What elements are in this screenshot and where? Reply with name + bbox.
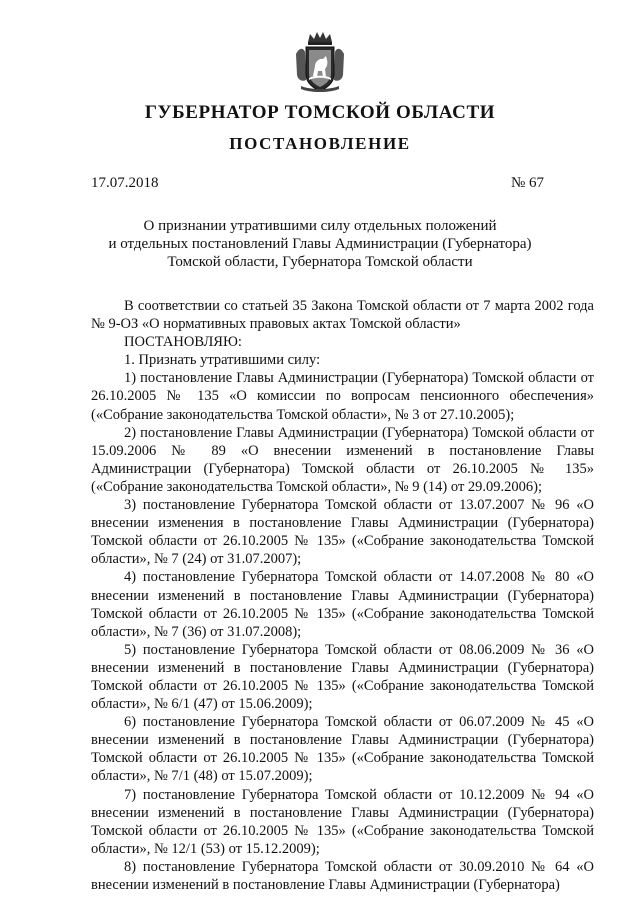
subject-line: О признании утратившими силу отдельных положений — [143, 218, 497, 234]
list-item: 3) постановление Губернатора Томской области от 13.07.2007 № 96 «О внесении изменения в постановление Главы Администрации (Губернатора) Томской области от 26.10.2005 № 135» («Собрание законодательства Томской области», № 7 (24) от 31.07.2007); — [91, 497, 594, 568]
decree-word: ПОСТАНОВЛЯЮ: — [124, 334, 242, 351]
subject-line: Томской области, Губернатора Томской области — [167, 254, 473, 270]
document-body — [91, 297, 594, 894]
list-item: 6) постановление Губернатора Томской области от 06.07.2009 № 45 «О внесении изменений в постановление Главы Администрации (Губернатора) Томской области от 26.10.2005 № 135» («Собрание законодательства Томской области», № 7/1 (48) от 15.07.2009); — [91, 714, 594, 785]
clause-1: 1. Признать утратившими силу: — [124, 352, 321, 369]
document-number: № 67 — [510, 175, 544, 191]
list-item: 7) постановление Губернатора Томской области от 10.12.2009 № 94 «О внесении изменений в постановление Главы Администрации (Губернатора) Томской области от 26.10.2005 № 135» («Собрание законодательства Томской области», № 12/1 (53) от 15.12.2009); — [91, 786, 594, 857]
document-type: ПОСТАНОВЛЕНИЕ — [229, 134, 411, 153]
preamble-paragraph: В соответствии со статьей 35 Закона Томской области от 7 марта 2002 года № 9-ОЗ «О нормативных правовых актах Томской области» — [91, 298, 594, 333]
list-item: 4) постановление Губернатора Томской области от 14.07.2008 № 80 «О внесении изменений в постановление Главы Администрации (Губернатора) Томской области от 26.10.2005 № 135» («Собрание законодательства Томской области», № 7 (36) от 31.07.2008); — [91, 569, 594, 640]
coat-of-arms-icon — [293, 30, 347, 94]
list-item: 1) постановление Главы Администрации (Губернатора) Томской области от 26.10.2005 № 135 «О комиссии по вопросам пенсионного обеспечения» («Собрание законодательства Томской области», № 3 от 27.10.2005); — [91, 370, 594, 423]
subject-line: и отдельных постановлений Главы Администрации (Губернатора) — [108, 236, 532, 252]
list-item: 8) постановление Губернатора Томской области от 30.09.2010 № 64 «О внесении изменений в постановление Главы Администрации (Губернатора) — [91, 858, 594, 893]
list-item: 5) постановление Губернатора Томской области от 08.06.2009 № 36 «О внесении изменений в постановление Главы Администрации (Губернатора) Томской области от 26.10.2005 № 135» («Собрание законодательства Томской области», № 6/1 (47) от 15.06.2009); — [91, 641, 594, 713]
document-subject — [91, 217, 549, 271]
document-date: 17.07.2018 — [91, 175, 159, 191]
list-item: 2) постановление Главы Администрации (Губернатора) Томской области от 15.09.2006 № 89 «О внесении изменений в постановление Главы Администрации (Губернатора) Томской области от 26.10.2005 № 135» («Собрание законодательства Томской области», № 9 (14) от 29.09.2006); — [91, 424, 594, 495]
issuing-authority: ГУБЕРНАТОР ТОМСКОЙ ОБЛАСТИ — [144, 102, 496, 123]
